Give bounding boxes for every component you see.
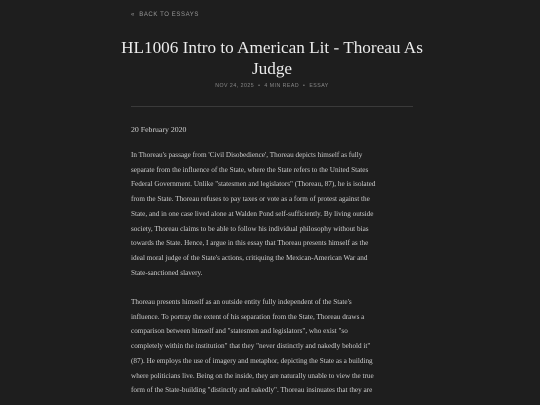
meta-category: ESSAY: [309, 83, 329, 89]
back-to-essays-link[interactable]: [131, 12, 199, 18]
back-link-label: BACK TO ESSAYS: [139, 12, 199, 18]
back-arrow-icon: «: [131, 12, 135, 18]
paragraph-line: influence. To portray the extent of his separation from the State, Thoreau draws a: [131, 312, 365, 321]
paragraph-line: In Thoreau's passage from 'Civil Disobedience', Thoreau depicts himself as fully: [131, 151, 363, 159]
meta-separator: •: [303, 83, 306, 89]
header-divider: [131, 106, 413, 107]
paragraph-line: Thoreau presents himself as an outside entity fully independent of the State's: [131, 298, 352, 306]
paragraph-line: form of the State-building "distinctly and nakedly". Thoreau insinuates that they are: [131, 386, 373, 395]
paragraph-line: comparison between himself and "statesmen and legislators", who exist "so: [131, 327, 348, 336]
paragraph-line: completely within the institution" that they "never distinctly and nakedly behold it": [131, 342, 371, 351]
essay-paragraph-2: [131, 295, 413, 398]
paragraph-line: from the State. Thoreau refuses to pay taxes or vote as a form of protest against the: [131, 195, 370, 204]
paragraph-line: where politicians live. Being on the inside, they are naturally unable to view the true: [131, 371, 374, 380]
meta-date: NOV 24, 2025: [215, 83, 255, 89]
paragraph-line: ideal moral judge of the State's actions, critiquing the Mexican-American War and: [131, 253, 368, 262]
paragraph-line: State-sanctioned slavery.: [131, 268, 203, 277]
meta-read-time: 4 MIN READ: [264, 83, 300, 89]
article-title: HL1006 Intro to American Lit - Thoreau As Judge: [121, 38, 423, 78]
paragraph-line: (87). He employs the use of imagery and metaphor, depicting the State as a building: [131, 356, 373, 365]
paragraph-line: society, Thoreau claims to be able to follow his individual philosophy without bias: [131, 224, 369, 233]
paragraph-line: State, and in one case lived alone at Walden Pond self-sufficiently. By living outside: [131, 209, 374, 218]
essay-date: 20 February 2020: [131, 125, 187, 134]
essay-paragraph-1: [131, 148, 413, 280]
meta-separator: •: [258, 83, 261, 89]
article-meta: [131, 83, 413, 89]
paragraph-line: towards the State. Hence, I argue in this essay that Thoreau presents himself as the: [131, 239, 369, 248]
paragraph-line: Federal Government. Unlike "statesmen and legislators" (Thoreau, 87), he is isolated: [131, 180, 376, 189]
paragraph-line: separate from the influence of the State, where the State refers to the United States: [131, 165, 369, 174]
